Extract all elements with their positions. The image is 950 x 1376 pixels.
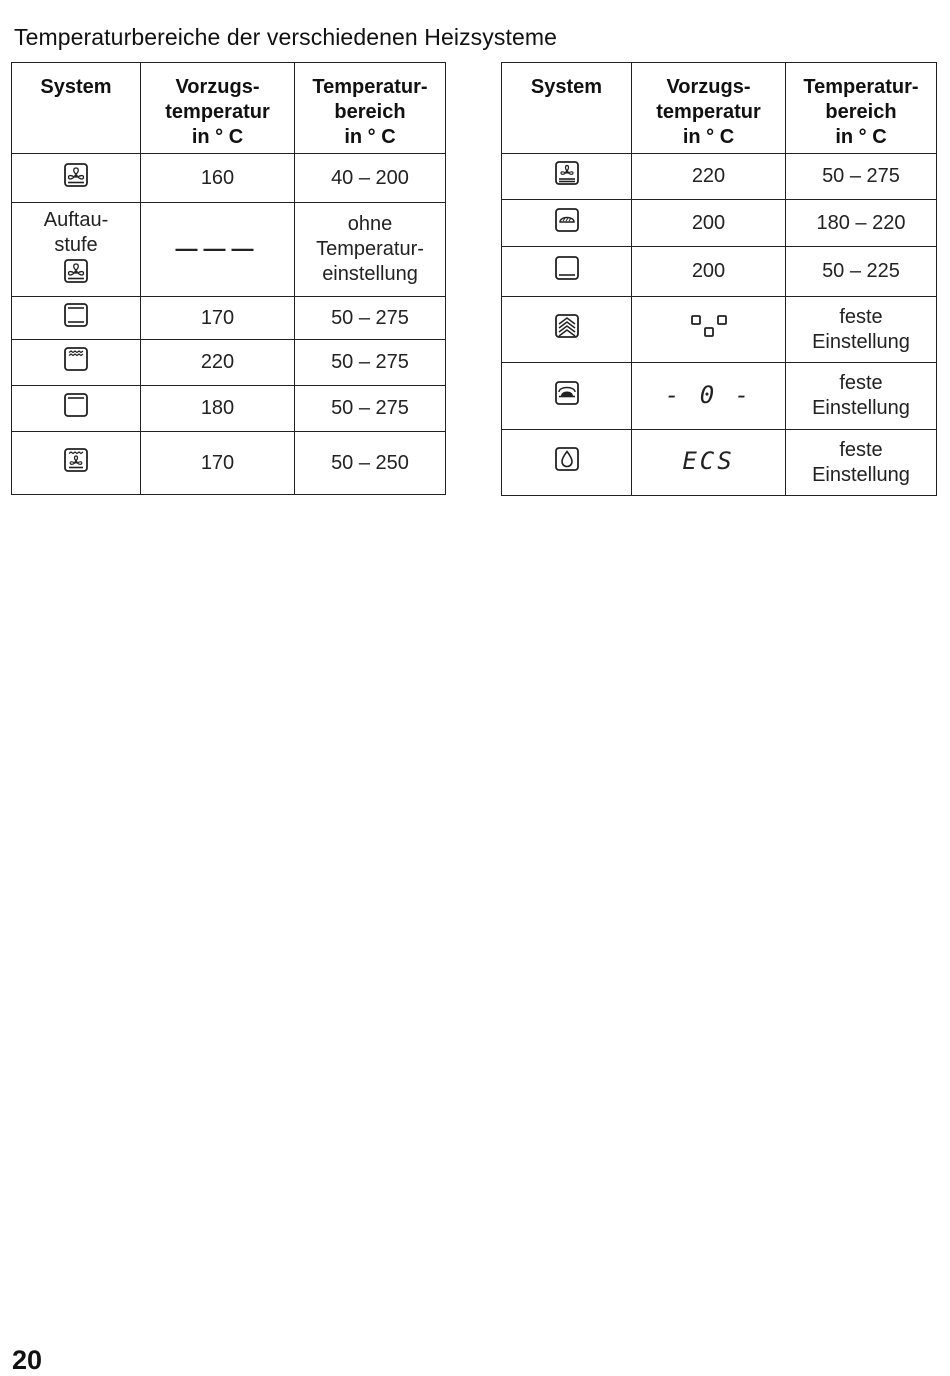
page-title: Temperaturbereiche der verschiedenen Heizsysteme	[14, 24, 558, 50]
temp-range-cell: 40 – 200	[295, 154, 446, 203]
temp-range-cell: 50 – 275	[295, 340, 446, 386]
system-cell	[502, 247, 632, 297]
preferred-temp-cell	[632, 430, 786, 496]
system-cell	[12, 203, 141, 297]
table-row	[12, 297, 446, 340]
display-zero-readout: - 0 -	[664, 380, 753, 409]
temp-range-cell: 50 – 275	[295, 386, 446, 432]
bread-baking-icon	[554, 207, 580, 233]
table-row	[502, 154, 937, 200]
three-squares-display-icon	[689, 313, 729, 339]
header-preferred-temp: Vorzugs- temperatur in ° C	[141, 63, 295, 154]
preferred-temp-cell	[141, 203, 295, 297]
top-bottom-heat-icon	[63, 302, 89, 328]
table-header-row	[12, 63, 446, 154]
system-cell	[12, 432, 141, 495]
preferred-temp-cell: 220	[632, 154, 786, 200]
hot-air-fan-icon	[63, 162, 89, 188]
table-row	[12, 340, 446, 386]
table-row	[12, 432, 446, 495]
defrost-fan-icon	[63, 258, 89, 284]
table-row	[12, 203, 446, 297]
header-system: System	[502, 63, 632, 154]
table-header-row	[502, 63, 937, 154]
temp-range-cell: 180 – 220	[786, 200, 937, 247]
table-row	[502, 430, 937, 496]
pizza-fan-icon	[554, 160, 580, 186]
page-number: 20	[12, 1345, 43, 1375]
bottom-heat-icon	[554, 255, 580, 281]
system-cell	[12, 297, 141, 340]
preferred-temp-cell: 170	[141, 297, 295, 340]
system-cell	[502, 297, 632, 363]
water-drop-icon	[554, 446, 580, 472]
preferred-temp-cell: 180	[141, 386, 295, 432]
temp-range-cell: feste Einstellung	[786, 297, 937, 363]
top-heat-icon	[63, 392, 89, 418]
fan-grill-icon	[63, 447, 89, 473]
temp-range-cell: feste Einstellung	[786, 363, 937, 430]
preferred-temp-cell: 170	[141, 432, 295, 495]
preferred-temp-cell	[632, 363, 786, 430]
table-row	[12, 154, 446, 203]
system-cell	[12, 386, 141, 432]
table-row	[12, 386, 446, 432]
header-temp-range: Temperatur- bereich in ° C	[786, 63, 937, 154]
table-row	[502, 297, 937, 363]
preferred-temp-cell: 160	[141, 154, 295, 203]
system-cell	[502, 154, 632, 200]
header-temp-range: Temperatur- bereich in ° C	[295, 63, 446, 154]
top-heat-grill-icon	[63, 346, 89, 372]
temp-range-cell: ohne Temperatur- einstellung	[295, 203, 446, 297]
slow-cook-dish-icon	[554, 380, 580, 406]
table-row	[502, 247, 937, 297]
table-row	[502, 363, 937, 430]
temp-range-cell: 50 – 275	[786, 154, 937, 200]
temp-range-cell: 50 – 275	[295, 297, 446, 340]
display-ecs-readout: ECS	[682, 447, 735, 475]
system-cell	[12, 154, 141, 203]
system-cell	[502, 200, 632, 247]
temp-range-cell: 50 – 225	[786, 247, 937, 297]
preferred-temp-cell: 200	[632, 200, 786, 247]
system-cell	[502, 363, 632, 430]
preferred-temp-cell: 220	[141, 340, 295, 386]
steam-layers-icon	[554, 313, 580, 339]
defrost-label: Auftau- stufe	[43, 209, 109, 256]
header-system: System	[12, 63, 141, 154]
temperature-table-left	[11, 62, 446, 495]
temp-range-cell: feste Einstellung	[786, 430, 937, 496]
system-cell	[12, 340, 141, 386]
header-preferred-temp: Vorzugs- temperatur in ° C	[632, 63, 786, 154]
temperature-table-right	[501, 62, 937, 496]
preferred-temp-cell: 200	[632, 247, 786, 297]
system-cell	[502, 430, 632, 496]
no-temp-dashes: ———	[175, 236, 260, 261]
temp-range-cell: 50 – 250	[295, 432, 446, 495]
preferred-temp-cell	[632, 297, 786, 363]
table-row	[502, 200, 937, 247]
